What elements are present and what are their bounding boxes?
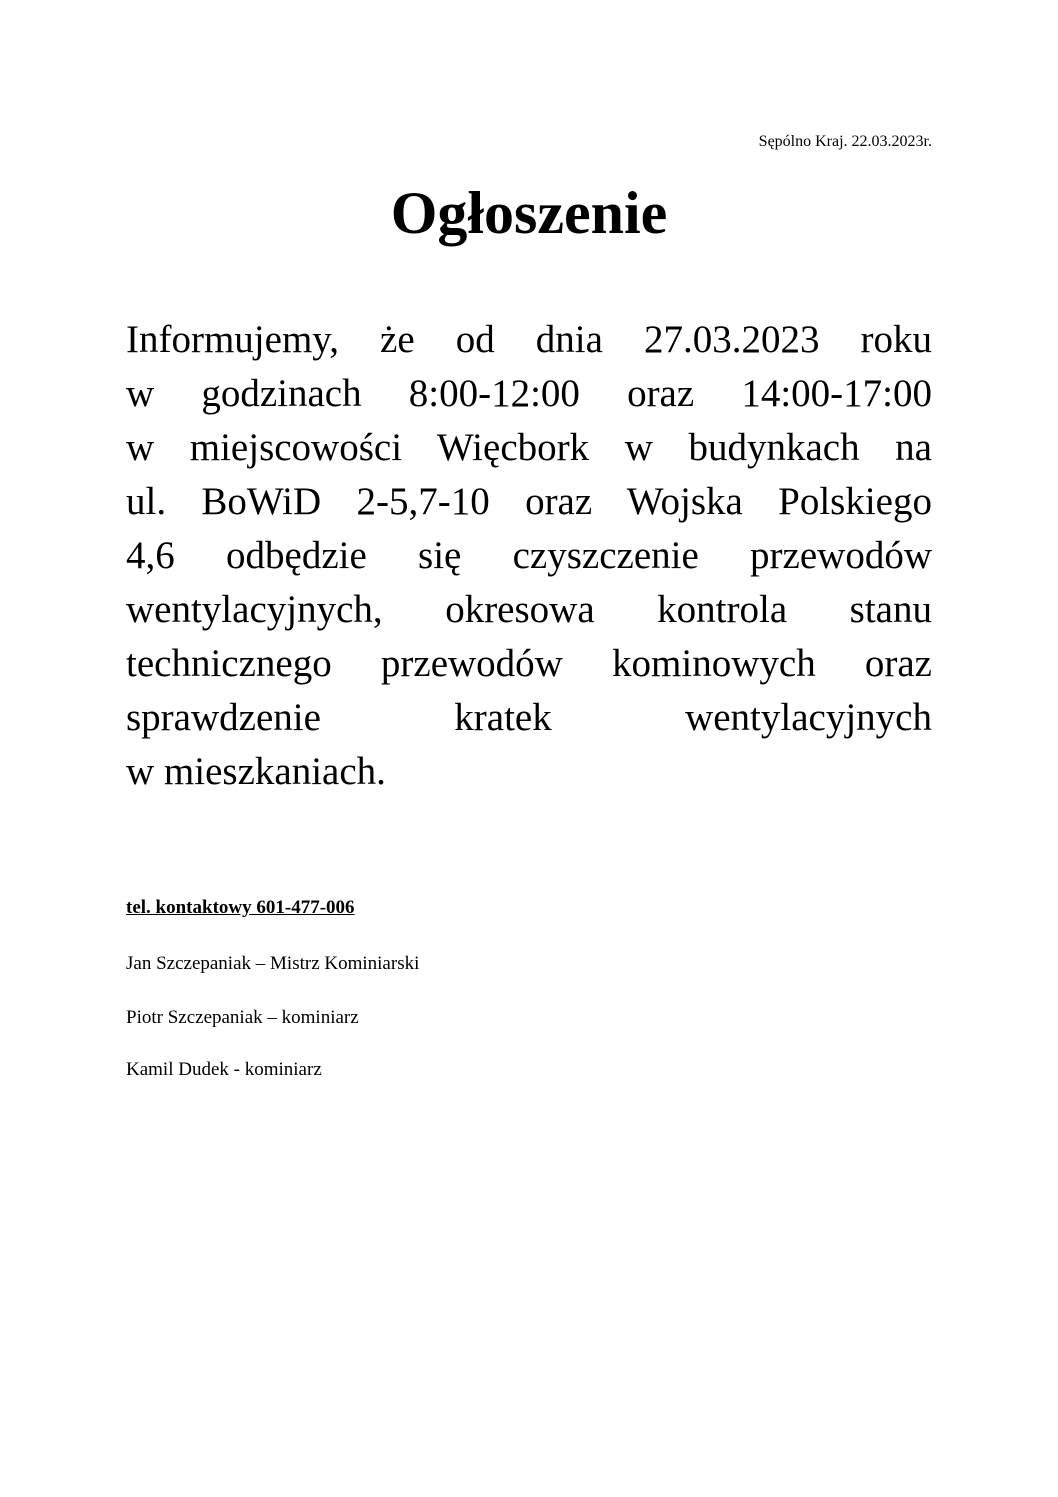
body-line: w mieszkaniach. [126, 750, 386, 793]
body-line: sprawdzenie kratek wentylacyjnych [126, 696, 932, 739]
contact-person: Kamil Dudek - kominiarz [126, 1059, 322, 1080]
contact-person: Piotr Szczepaniak – kominiarz [126, 1007, 359, 1028]
page-title: Ogłoszenie [390, 180, 668, 246]
contact-person: Jan Szczepaniak – Mistrz Kominiarski [126, 953, 420, 974]
body-line: wentylacyjnych, okresowa kontrola stanu [126, 588, 932, 631]
announcement-body [126, 313, 932, 799]
body-line: ul. BoWiD 2-5,7-10 oraz Wojska Polskiego [126, 480, 932, 523]
place-date: Sępólno Kraj. 22.03.2023r. [758, 133, 932, 150]
contact-phone: tel. kontaktowy 601-477-006 [126, 897, 355, 918]
body-line: technicznego przewodów kominowych oraz [126, 642, 932, 685]
body-line: w godzinach 8:00-12:00 oraz 14:00-17:00 [126, 372, 932, 415]
body-line: w miejscowości Więcbork w budynkach na [126, 426, 932, 469]
body-line: Informujemy, że od dnia 27.03.2023 roku [126, 318, 932, 361]
body-line: 4,6 odbędzie się czyszczenie przewodów [126, 534, 932, 577]
